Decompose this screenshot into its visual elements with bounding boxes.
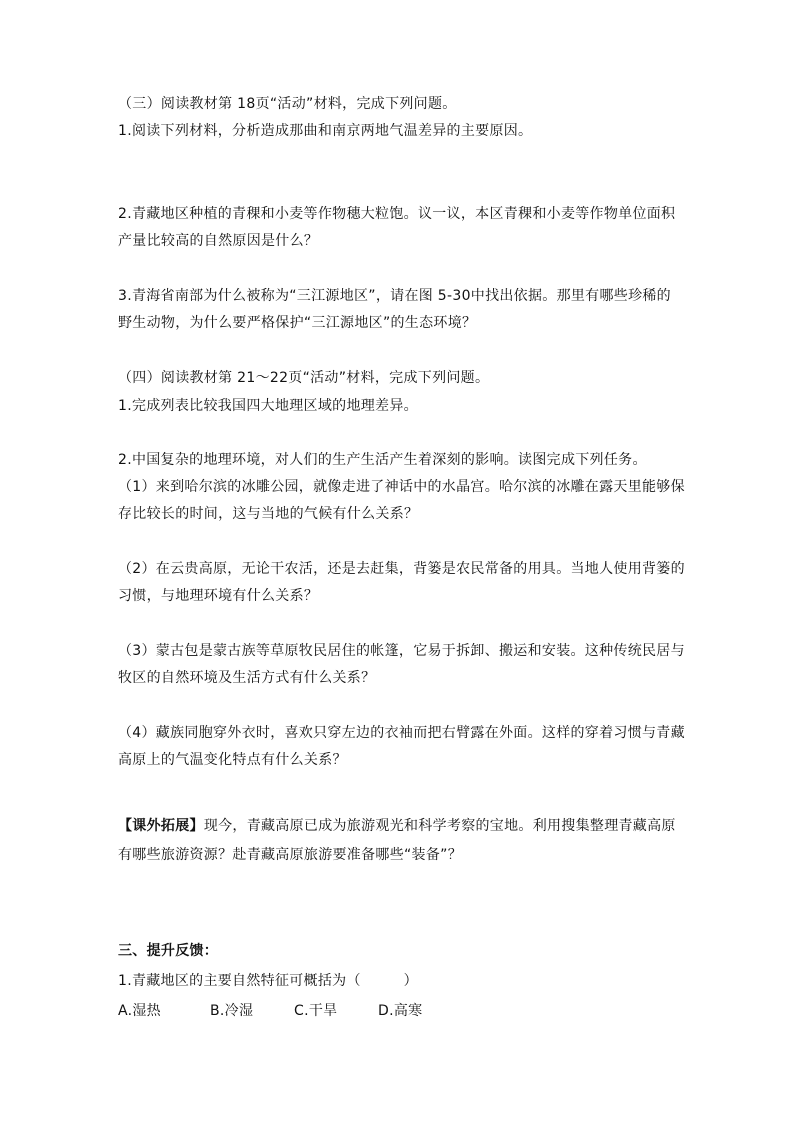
section4-question-1: 1.完成列表比较我国四大地理区域的地理差异。 [118, 398, 418, 414]
section4-sub3-line1: （3）蒙古包是蒙古族等草原牧民居住的帐篷，它易于拆卸、搬运和安装。这种传统民居与 [118, 643, 685, 659]
option-a: A.湿热 [118, 1003, 161, 1019]
section3-question-3-line1: 3.青海省南部为什么被称为“三江源地区”，请在图 5-30中找出依据。那里有哪些珍稀的 [118, 288, 671, 304]
feedback-heading: 三、提升反馈： [118, 943, 219, 959]
section4-heading: （四）阅读教材第 21～22页“活动”材料，完成下列问题。 [118, 370, 490, 386]
section4-sub4-line1: （4）藏族同胞穿外衣时，喜欢只穿左边的衣袖而把右臂露在外面。这样的穿着习惯与青藏 [118, 725, 685, 741]
extension-label: 【课外拓展】 [118, 818, 204, 834]
section4-sub4-line2: 高原上的气温变化特点有什么关系？ [118, 752, 347, 768]
option-b: B.冷湿 [210, 1003, 254, 1019]
section3-question-1: 1.阅读下列材料，分析造成那曲和南京两地气温差异的主要原因。 [118, 123, 533, 139]
feedback-question-1: 1.青藏地区的主要自然特征可概括为（ ） [118, 973, 418, 989]
extension-text: 现今，青藏高原已成为旅游观光和科学考察的宝地。利用搜集整理青藏高原 [203, 818, 676, 834]
section4-sub2-line1: （2）在云贵高原，无论干农活，还是去赶集，背篓是农民常备的用具。当地人使用背篓的 [118, 561, 685, 577]
section4-sub1-line1: （1）来到哈尔滨的冰雕公园，就像走进了神话中的水晶宫。哈尔滨的冰雕在露天里能够保 [118, 479, 685, 495]
section4-sub2-line2: 习惯，与地理环境有什么关系？ [118, 588, 319, 604]
section4-question-2: 2.中国复杂的地理环境，对人们的生产生活产生着深刻的影响。读图完成下列任务。 [118, 452, 647, 468]
section3-heading: （三）阅读教材第 18页“活动”材料，完成下列问题。 [118, 96, 457, 112]
section3-question-2-line1: 2.青藏地区种植的青稞和小麦等作物穗大粒饱。议一议，本区青稞和小麦等作物单位面积 [118, 206, 676, 222]
extension-line2: 有哪些旅游资源？赴青藏高原旅游要准备哪些“装备”？ [118, 847, 463, 863]
section3-question-2-line2: 产量比较高的自然原因是什么？ [118, 233, 319, 249]
option-d: D.高寒 [378, 1003, 423, 1019]
option-c: C.干旱 [294, 1003, 338, 1019]
feedback-options [118, 1001, 422, 1021]
section4-sub1-line2: 存比较长的时间，这与当地的气候有什么关系？ [118, 506, 419, 522]
section4-sub3-line2: 牧区的自然环境及生活方式有什么关系？ [118, 670, 376, 686]
extension-line1 [118, 816, 676, 836]
section3-question-3-line2: 野生动物，为什么要严格保护“三江源地区”的生态环境？ [118, 315, 477, 331]
